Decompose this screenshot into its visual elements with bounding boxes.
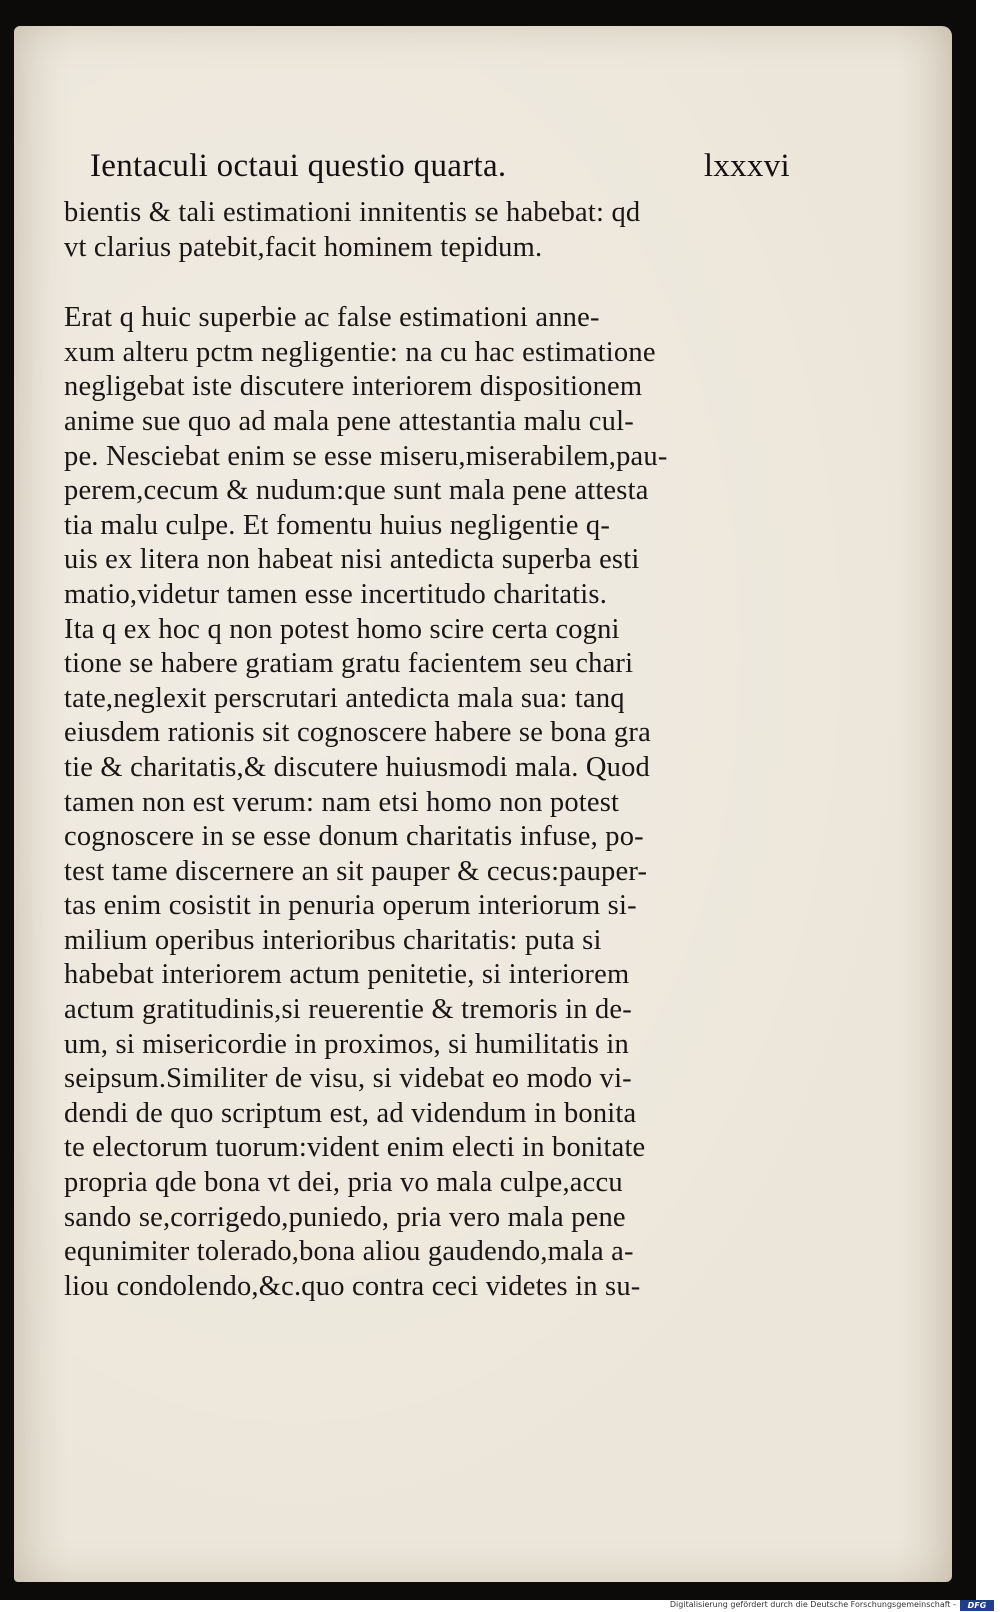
text-line: um, si misericordie in proximos, si humilitatis in — [64, 1028, 629, 1060]
text-block — [64, 196, 784, 1304]
text-line: pe. Nesciebat enim se esse miseru,miserabilem,pau- — [64, 440, 668, 472]
text-line: matio,videtur tamen esse incertitudo charitatis. — [64, 578, 608, 610]
text-line: cognoscere in se esse donum charitatis infuse, po- — [64, 821, 644, 853]
text-line: uis ex litera non habeat nisi antedicta superba esti — [64, 544, 640, 576]
running-head — [90, 148, 790, 185]
book-page — [14, 26, 952, 1582]
text-line: test tame discernere an sit pauper & cecus:pauper- — [64, 855, 648, 887]
text-line: xum alteru pctm negligentie: na cu hac estimatione — [64, 336, 656, 368]
folio-number: lxxxvi — [703, 148, 790, 184]
text-line: tia malu culpe. Et fomentu huius negligentie q- — [64, 509, 611, 541]
text-line: bientis & tali estimationi innitentis se habebat: qd — [64, 197, 641, 228]
text-line: te electorum tuorum:vident enim electi in bonitate — [64, 1132, 646, 1164]
text-line: negligebat iste discutere interiorem dispositionem — [64, 371, 643, 403]
text-line: tate,neglexit perscrutari antedicta mala sua: tanq — [64, 682, 625, 714]
text-line: tione se habere gratiam gratu facientem seu chari — [64, 648, 634, 680]
text-line: propria qde bona vt dei, pria vo mala culpe,accu — [64, 1167, 623, 1199]
text-line: Ita q ex hoc q non potest homo scire certa cogni — [64, 613, 620, 645]
text-line: Erat q huic superbie ac false estimationi anne- — [64, 302, 600, 334]
text-line: tie & charitatis,& discutere huiusmodi mala. Quod — [64, 751, 651, 783]
text-line: tas enim cosistit in penuria operum interiorum si- — [64, 890, 637, 922]
text-line: vt clarius patebit,facit hominem tepidum. — [64, 231, 543, 263]
text-line: actum gratitudinis,si reuerentie & tremoris in de- — [64, 994, 632, 1026]
text-line: seipsum.Similiter de visu, si videbat eo modo vi- — [64, 1063, 632, 1095]
text-line: liou condolendo,&c.quo contra ceci videtes in su- — [64, 1270, 641, 1302]
running-head-title: Ientaculi octaui questio quarta. — [90, 148, 507, 184]
text-line: habebat interiorem actum penitetie, si interiorem — [64, 959, 630, 991]
text-line: tamen non est verum: nam etsi homo non potest — [64, 786, 620, 818]
digitization-credit: Digitalisierung gefördert durch die Deutsche Forschungsgemeinschaft - — [669, 1600, 956, 1609]
text-line: dendi de quo scriptum est, ad videndum in bonita — [64, 1097, 637, 1129]
text-line: perem,cecum & nudum:que sunt mala pene attesta — [64, 475, 649, 507]
text-line: milium operibus interioribus charitatis: puta si — [64, 924, 602, 956]
dfg-logo: DFG — [960, 1600, 994, 1611]
text-line: eiusdem rationis sit cognoscere habere se bona gra — [64, 717, 651, 749]
paragraph-gap — [64, 265, 784, 301]
text-line: anime sue quo ad mala pene attestantia malu cul- — [64, 405, 634, 437]
text-line: sando se,corrigedo,puniedo, pria vero mala pene — [64, 1201, 626, 1233]
text-line: equnimiter tolerado,bona aliou gaudendo,mala a- — [64, 1236, 634, 1268]
